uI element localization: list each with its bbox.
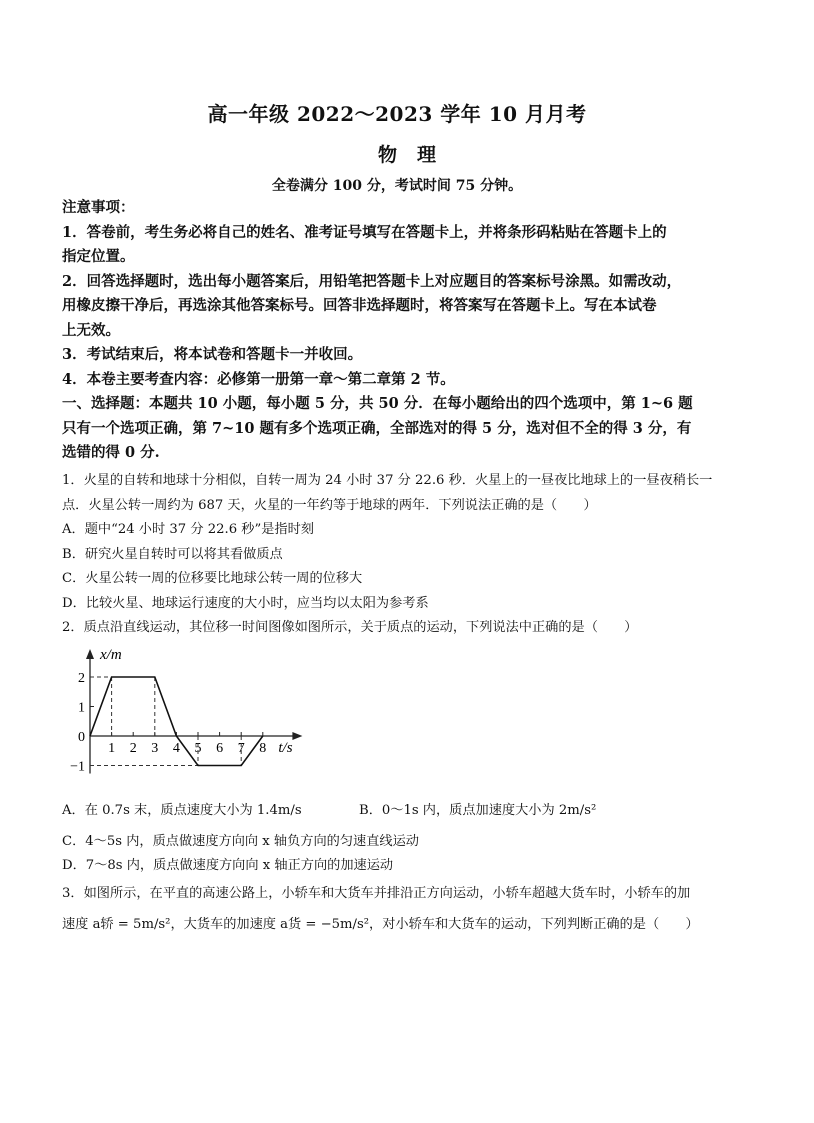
note-item: 用橡皮擦干净后，再选涂其他答案标号。回答非选择题时，将答案写在答题卡上。写在本试卷 <box>62 297 657 314</box>
y-tick-label: 2 <box>78 671 85 686</box>
note-item: 4．本卷主要考查内容：必修第一册第一章～第二章第 2 节。 <box>62 370 455 388</box>
option-b: B．研究火星自转时可以将其看做质点 <box>62 546 283 562</box>
question-stem: 1．火星的自转和地球十分相似，自转一周为 24 小时 37 分 22.6 秒．火星上的一昼夜比地球上的一昼夜稍长一 <box>62 473 713 488</box>
x-tick-label: 7 <box>237 741 245 756</box>
option-d: D．7～8s 内，质点做速度方向向 x 轴正方向的加速运动 <box>62 858 394 873</box>
option-a: A．在 0.7s 末，质点速度大小为 1.4m/s <box>62 803 302 818</box>
question-2-stem: 2．质点沿直线运动，其位移一时间图像如图所示，关于质点的运动，下列说法中正确的是（ ） <box>62 620 638 635</box>
x-tick-label: 3 <box>151 741 159 756</box>
x-tick-label: 4 <box>172 741 180 756</box>
option-b: B．0～1s 内，质点加速度大小为 2m/s² <box>359 803 597 818</box>
x-tick-label: 8 <box>259 741 267 756</box>
position-time-graph <box>70 643 304 783</box>
note-item: 2．回答选择题时，选出每小题答案后，用铅笔把答题卡上对应题目的答案标号涂黑。如需改动， <box>62 272 682 290</box>
x-tick-label: 6 <box>216 741 224 756</box>
section-heading: 一、选择题：本题共 10 小题，每小题 5 分，共 50 分．在每小题给出的四个选项中，第 1~6 题 <box>62 395 693 412</box>
x-tick-label: 1 <box>108 741 116 756</box>
note-item: 3．考试结束后，将本试卷和答题卡一并收回。 <box>62 346 363 363</box>
y-axis-arrow <box>86 649 94 659</box>
y-axis-label: x/m <box>100 647 122 663</box>
section-heading: 只有一个选项正确，第 7~10 题有多个选项正确，全部选对的得 5 分，选对但不全的得 3 分，有 <box>62 419 692 437</box>
option-a: A．题中“24 小时 37 分 22.6 秒”是指时刻 <box>62 522 314 537</box>
question-stem: 点．火星公转一周约为 687 天，火星的一年约等于地球的两年．下列说法正确的是（ ） <box>62 497 597 513</box>
option-c: C．火星公转一周的位移要比地球公转一周的位移大 <box>62 571 363 586</box>
y-tick-label: 1 <box>78 700 85 716</box>
y-tick-label: −1 <box>70 759 85 775</box>
option-c: C．4～5s 内，质点做速度方向向 x 轴负方向的匀速直线运动 <box>62 833 419 849</box>
option-row <box>62 799 734 824</box>
option-d: D．比较火星、地球运行速度的大小时，应当均以太阳为参考系 <box>62 595 429 611</box>
x-axis-arrow <box>292 732 302 740</box>
subject-title: 物理 <box>377 144 456 166</box>
x-tick-label: 5 <box>194 741 202 756</box>
question-stem: 3．如图所示，在平直的高速公路上，小轿车和大货车并排沿正方向运动，小轿车超越大货车时，小轿车的加 <box>62 886 691 901</box>
y-tick-label: 0 <box>78 730 85 745</box>
question-1 <box>62 469 734 641</box>
question-3 <box>62 882 734 937</box>
notes-section <box>62 196 734 466</box>
x-axis-label: t/s <box>278 740 293 756</box>
x-tick-label: 2 <box>129 741 137 756</box>
note-item: 上无效。 <box>62 321 120 339</box>
question-stem: 速度 a轿 = 5m/s²，大货车的加速度 a货 = −5m/s²，对小轿车和大货车的运动，下列判断正确的是（ ） <box>62 916 699 932</box>
section-heading: 选错的得 0 分. <box>62 444 160 461</box>
exam-meta: 全卷满分 100 分，考试时间 75 分钟。 <box>271 178 523 194</box>
note-item: 指定位置。 <box>62 248 135 265</box>
question-2-options <box>62 799 734 879</box>
notes-heading: 注意事项： <box>62 199 135 216</box>
note-item: 1．答卷前，考生务必将自己的姓名、准考证号填写在答题卡上，并将条形码粘贴在答题卡上的 <box>62 223 667 241</box>
exam-title: 高一年级 2022～2023 学年 10 月月考 <box>207 102 587 126</box>
